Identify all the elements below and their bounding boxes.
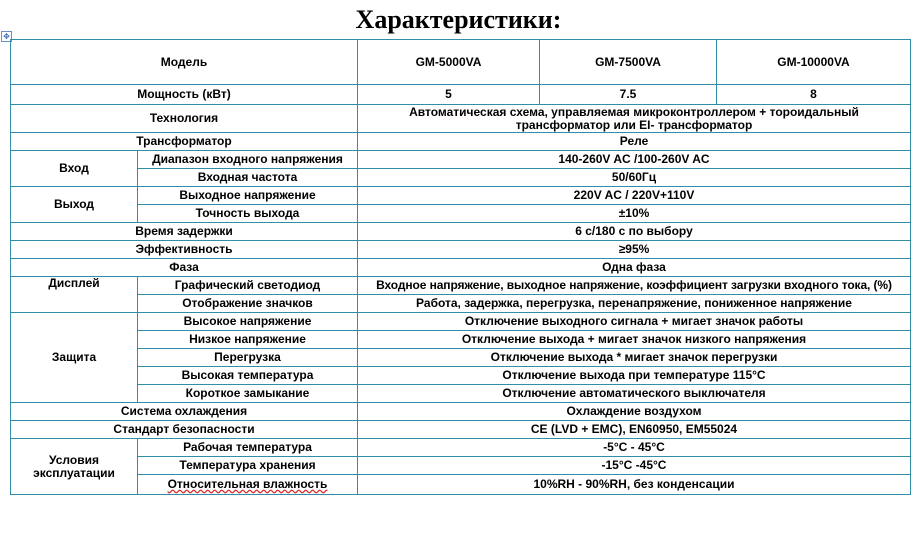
humidity-label [138,475,358,495]
protection-value: Отключение выхода при температуре 115°C [358,367,911,385]
transformer-value: Реле [358,133,911,151]
protection-label: Низкое напряжение [138,331,358,349]
humidity-label-text: Относительная влажность [167,477,328,491]
delay-value: 6 с/180 с по выбору [358,223,911,241]
input-range-value: 140-260V AC /100-260V AC [358,151,911,169]
model-1: GM-5000VA [358,40,540,85]
technology-label: Технология [11,105,358,133]
protection-label: Высокая температура [138,367,358,385]
spec-table [10,39,911,495]
display-icons-value: Работа, задержка, перегрузка, перенапряжение, пониженное напряжение [358,295,911,313]
model-2: GM-7500VA [540,40,717,85]
power-value-1: 5 [358,85,540,105]
protection-group-label: Защита [11,313,138,403]
table-row [11,259,911,277]
protection-value: Отключение выходного сигнала + мигает значок работы [358,313,911,331]
work-temp-value: -5°C - 45°C [358,439,911,457]
table-row [11,187,911,205]
output-accuracy-label: Точность выхода [138,205,358,223]
table-row [11,295,911,313]
display-led-value [358,277,911,295]
store-temp-label: Температура хранения [138,457,358,475]
safety-value: CE (LVD + EMC), EN60950, EM55024 [358,421,911,439]
delay-label: Время задержки [11,223,358,241]
input-freq-value: 50/60Гц [358,169,911,187]
table-row [11,439,911,457]
humidity-value: 10%RH - 90%RH, без конденсации [358,475,911,495]
protection-value: Отключение выхода * мигает значок перегрузки [358,349,911,367]
input-group-label: Вход [11,151,138,187]
transformer-label: Трансформатор [11,133,358,151]
table-row [11,349,911,367]
table-row [11,385,911,403]
table-row [11,205,911,223]
efficiency-label: Эффективность [11,241,358,259]
table-row [11,40,911,85]
model-label: Модель [11,40,358,85]
protection-label: Высокое напряжение [138,313,358,331]
table-row [11,151,911,169]
technology-value: Автоматическая схема, управляемая микроконтроллером + тороидальный трансформатор или EI- трансформатор [358,105,911,133]
display-led-value-text: Входное напряжение, выходное напряжение, коэффициент загрузки входного тока, (%) [376,279,892,292]
display-group-label: Дисплей [11,277,138,313]
display-icons-label: Отображение значков [138,295,358,313]
protection-value: Отключение автоматического выключателя [358,385,911,403]
table-move-handle-icon[interactable]: ✥ [1,31,12,42]
power-value-2: 7.5 [540,85,717,105]
cooling-value: Охлаждение воздухом [358,403,911,421]
protection-label: Короткое замыкание [138,385,358,403]
input-freq-label: Входная частота [138,169,358,187]
input-range-label [138,151,358,169]
table-row [11,105,911,133]
safety-label: Стандарт безопасности [11,421,358,439]
table-row [11,277,911,295]
model-3: GM-10000VA [717,40,911,85]
output-voltage-label: Выходное напряжение [138,187,358,205]
output-group-label: Выход [11,187,138,223]
table-row [11,331,911,349]
output-voltage-value: 220V AC / 220V+110V [358,187,911,205]
table-row [11,403,911,421]
table-row [11,169,911,187]
power-label: Мощность (кВт) [11,85,358,105]
input-range-label-text: Диапазон входного напряжения [152,153,343,166]
table-row [11,223,911,241]
protection-value: Отключение выхода + мигает значок низкого напряжения [358,331,911,349]
phase-value: Одна фаза [358,259,911,277]
table-row [11,457,911,475]
work-temp-label: Рабочая температура [138,439,358,457]
protection-label: Перегрузка [138,349,358,367]
table-row [11,367,911,385]
table-row [11,241,911,259]
table-row [11,85,911,105]
table-row [11,421,911,439]
power-value-3: 8 [717,85,911,105]
phase-label: Фаза [11,259,358,277]
store-temp-value: -15°C -45°C [358,457,911,475]
table-row [11,313,911,331]
table-row [11,475,911,495]
cooling-label: Система охлаждения [11,403,358,421]
efficiency-value: ≥95% [358,241,911,259]
display-led-label: Графический светодиод [138,277,358,295]
page-title: Характеристики: [355,5,562,34]
output-accuracy-value: ±10% [358,205,911,223]
conditions-group-label: Условия эксплуатации [11,439,138,495]
table-row [11,133,911,151]
